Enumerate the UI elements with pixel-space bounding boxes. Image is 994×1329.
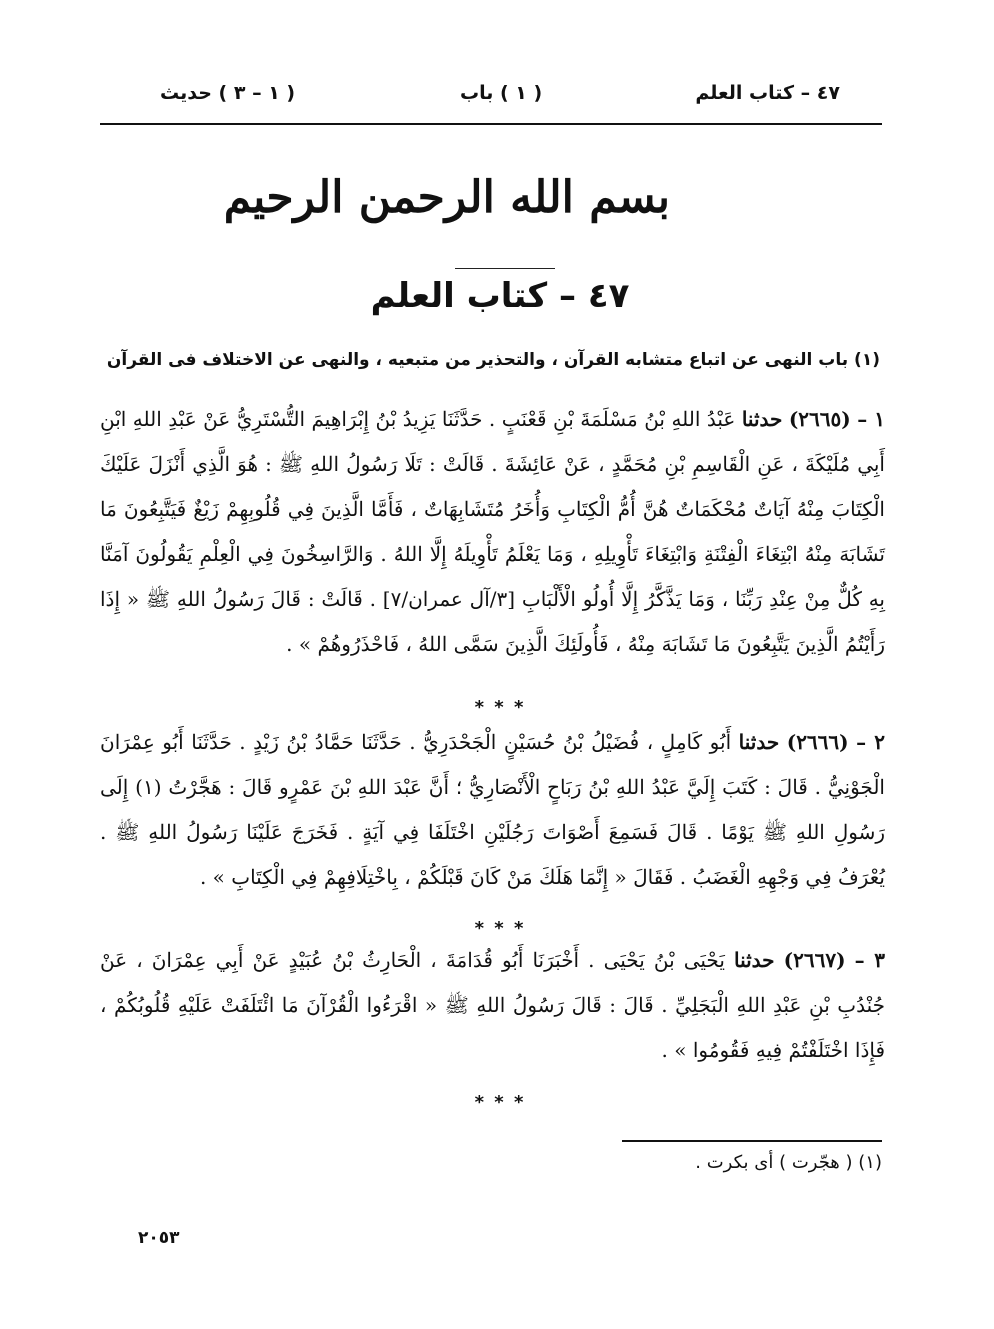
header-book-title: ٤٧ – كتاب العلم: [695, 82, 840, 104]
hadith-text: يَحْيَى بْنُ يَحْيَى . أَخْبَرَنَا أَبُو قُدَامَةَ ، الْحَارِثُ بْنُ عُبَيْدٍ عَنْ أَبِي عِمْرَانَ ، عَنْ جُنْدُبِ بْنِ عَبْدِ اللهِ الْبَجَلِيِّ . قَالَ : قَالَ رَسُولُ اللهِ ﷺ « اقْرَءُوا الْقُرْآنَ مَا ائْتَلَفَتْ عَلَيْهِ قُلُوبُكُمْ ، فَإِذَا اخْتَلَفْتُمْ فِيهِ فَقُومُوا » .: [100, 948, 885, 1062]
hadith-number: ٢ –: [856, 730, 886, 754]
hadith-2: [100, 720, 885, 900]
hadith-reference: (٢٦٦٦): [786, 730, 849, 754]
footnote-divider: [622, 1140, 882, 1142]
section-separator: * * *: [474, 918, 526, 939]
hadith-number: ١ –: [857, 407, 885, 431]
header-divider: [100, 123, 882, 125]
hadith-1: [100, 397, 885, 667]
page-number: ٢٠٥٣: [138, 1228, 180, 1248]
hadith-text: عَبْدُ اللهِ بْنُ مَسْلَمَةَ بْنِ قَعْنَبٍ . حَدَّثَنَا يَزِيدُ بْنُ إِبْرَاهِيمَ التُّسْتَرِيُّ عَنْ عَبْدِ اللهِ ابْنِ أَبِي مُلَيْكَةَ ، عَنِ الْقَاسِمِ بْنِ مُحَمَّدٍ ، عَنْ عَائِشَةَ . قَالَتْ : تَلَا رَسُولُ اللهِ ﷺ : هُوَ الَّذِي أَنْزَلَ عَلَيْكَ الْكِتَابَ مِنْهُ آيَاتٌ مُحْكَمَاتٌ هُنَّ أُمُّ الْكِتَابِ وَأُخَرُ مُتَشَابِهَاتٌ ، فَأَمَّا الَّذِينَ فِي قُلُوبِهِمْ زَيْغٌ فَيَتَّبِعُونَ مَا تَشَابَهَ مِنْهُ ابْتِغَاءَ الْفِتْنَةِ وَابْتِغَاءَ تَأْوِيلِهِ ، وَمَا يَعْلَمُ تَأْوِيلَهُ إِلَّا اللهُ . وَالرَّاسِخُونَ فِي الْعِلْمِ يَقُولُونَ آمَنَّا بِهِ كُلٌّ مِنْ عِنْدِ رَبِّنَا ، وَمَا يَذَّكَّرُ إِلَّا أُولُو الْأَلْبَابِ [٣/آل عمران/٧] . قَالَتْ : قَالَ رَسُولُ اللهِ ﷺ « إِذَا رَأَيْتُمُ الَّذِينَ يَتَّبِعُونَ مَا تَشَابَهَ مِنْهُ ، فَأُولَئِكَ الَّذِينَ سَمَّى اللهُ ، فَاحْذَرُوهُمْ » .: [100, 407, 885, 656]
header-hadith-range: ( ١ – ٣ ) حديث: [160, 82, 296, 104]
hadith-narration-marker: حدثنا: [733, 948, 775, 972]
basmala-calligraphy: بسم الله الرحمن الرحيم: [223, 172, 670, 223]
section-separator: * * *: [474, 1092, 526, 1113]
hadith-reference: (٢٦٦٥): [788, 407, 851, 431]
basmala-divider: [455, 268, 555, 269]
hadith-number: ٣ –: [854, 948, 886, 972]
hadith-narration-marker: حدثنا: [741, 407, 783, 431]
running-header: [100, 78, 880, 114]
header-chapter-number: ( ١ ) باب: [460, 82, 543, 104]
book-title: ٤٧ – كتاب العلم: [370, 276, 630, 316]
hadith-text: أَبُو كَامِلٍ ، فُضَيْلُ بْنُ حُسَيْنٍ الْجَحْدَرِيُّ . حَدَّثَنَا حَمَّادُ بْنُ زَيْدٍ . حَدَّثَنَا أَبُو عِمْرَانَ الْجَوْنِيُّ . قَالَ : كَتَبَ إِلَيَّ عَبْدُ اللهِ بْنُ رَبَاحٍ الْأَنْصَارِيُّ ؛ أَنَّ عَبْدَ اللهِ بْنَ عَمْرٍو قَالَ : هَجَّرْتُ (١) إِلَى رَسُولِ اللهِ ﷺ يَوْمًا . قَالَ فَسَمِعَ أَصْوَاتَ رَجُلَيْنِ اخْتَلَفَا فِي آيَةٍ . فَخَرَجَ عَلَيْنَا رَسُولُ اللهِ ﷺ . يُعْرَفُ فِي وَجْهِهِ الْغَضَبُ . فَقَالَ « إِنَّمَا هَلَكَ مَنْ كَانَ قَبْلَكُمْ ، بِاخْتِلَافِهِمْ فِي الْكِتَابِ » .: [100, 730, 885, 889]
footnote: (١) ( هجّرت ) أى بكرت .: [695, 1152, 882, 1173]
hadith-reference: (٢٦٦٧): [783, 948, 846, 972]
hadith-narration-marker: حدثنا: [738, 730, 780, 754]
hadith-3: [100, 938, 885, 1073]
section-separator: * * *: [474, 697, 526, 718]
chapter-heading: (١) باب النهى عن اتباع متشابه القرآن ، والتحذير من متبعيه ، والنهى عن الاختلاف فى القرآن: [106, 350, 880, 370]
